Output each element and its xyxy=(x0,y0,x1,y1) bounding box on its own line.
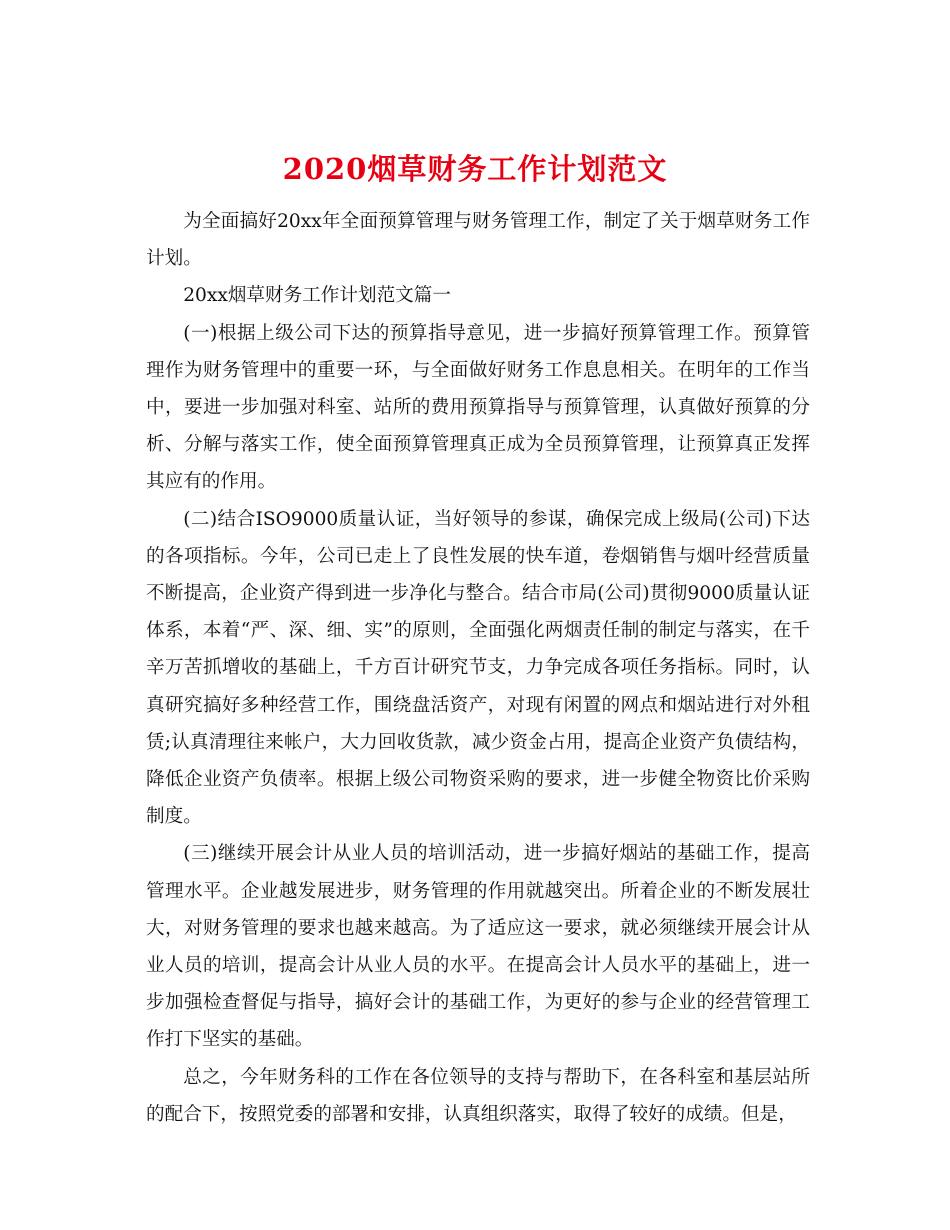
paragraph-intro: 为全面搞好20xx年全面预算管理与财务管理工作，制定了关于烟草财务工作计划。 xyxy=(146,211,810,270)
paragraph-summary: 总之，今年财务科的工作在各位领导的支持与帮助下，在各科室和基层站所的配合下，按照党委的部署和安排，认真组织落实，取得了较好的成绩。但是， xyxy=(146,1066,810,1125)
document-title: 2020烟草财务工作计划范文 xyxy=(282,152,668,187)
paragraph-item-1: (一)根据上级公司下达的预算指导意见，进一步搞好预算管理工作。预算管理作为财务管理中的重要一环，与全面做好财务工作息息相关。在明年的工作当中，要进一步加强对科室、站所的费用预算指导与预算管理，认真做好预算的分析、分解与落实工作，使全面预算管理真正成为全员预算管理，让预算真正发挥其应有的作用。 xyxy=(146,322,810,493)
paragraph-item-3: (三)继续开展会计从业人员的培训活动，进一步搞好烟站的基础工作，提高管理水平。企业越发展进步，财务管理的作用就越突出。所着企业的不断发展壮大，对财务管理的要求也越来越高。为了适应这一要求，就必须继续开展会计从业人员的培训，提高会计从业人员的水平。在提高会计人员水平的基础上，进一步加强检查督促与指导，搞好会计的基础工作，为更好的参与企业的经营管理工作打下坚实的基础。 xyxy=(146,843,810,1051)
paragraph-section-heading: 20xx烟草财务工作计划范文篇一 xyxy=(183,285,451,307)
paragraph-item-2: (二)结合ISO9000质量认证，当好领导的参谋，确保完成上级局(公司)下达的各项指标。今年，公司已走上了良性发展的快车道，卷烟销售与烟叶经营质量不断提高，企业资产得到进一步净化与整合。结合市局(公司)贯彻9000质量认证体系，本着“严、深、细、实”的原则，全面强化两烟责任制的制定与落实，在千辛万苦抓增收的基础上，千方百计研究节支，力争完成各项任务指标。同时，认真研究搞好多种经营工作，围绕盘活资产，对现有闲置的网点和烟站进行对外租赁;认真清理往来帐户，大力回收货款，减少资金占用，提高企业资产负债结构，降低企业资产负债率。根据上级公司物资采购的要求，进一步健全物资比价采购制度。 xyxy=(146,508,810,828)
document-body xyxy=(146,203,810,1133)
